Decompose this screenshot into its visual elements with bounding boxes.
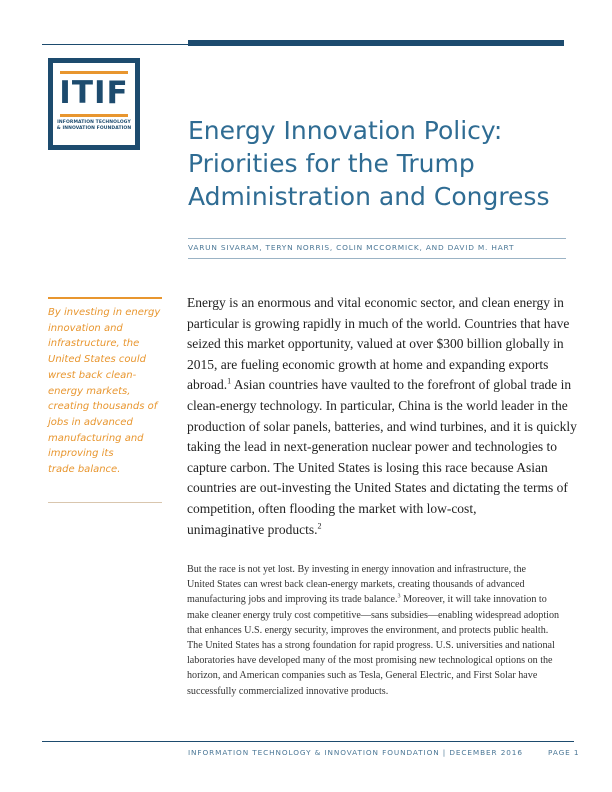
lead-line-text: abroad.: [187, 377, 228, 393]
lead-line: [187, 375, 572, 396]
lead-line: countries are out-investing the United States and dictating the terms of: [187, 480, 568, 496]
lead-line-text: Asian countries have vaulted to the forefront of global trade in: [231, 377, 572, 393]
footer-rule: [42, 741, 574, 742]
body-line: that enhances U.S. energy security, improves the environment, and protects public health.: [187, 624, 549, 636]
logo-accent-bottom: [60, 114, 128, 117]
footnote-ref-3[interactable]: 3: [397, 594, 401, 601]
pull-quote-line: innovation and: [48, 322, 123, 334]
logo-accent-top: [60, 71, 128, 74]
logo-subtitle-line-2: & INNOVATION FOUNDATION: [56, 126, 132, 131]
body-line: But the race is not yet lost. By investing in energy innovation and infrastructure, the: [187, 564, 527, 575]
lead-line: competition, often flooding the market with low-cost,: [187, 500, 477, 516]
body-paragraph: [187, 562, 572, 699]
author-rule-bottom: [188, 258, 566, 259]
lead-line: clean-energy technology. In particular, China is the world leader in the: [187, 397, 568, 413]
pull-quote-rule-bottom: [48, 502, 162, 503]
pull-quote-line: infrastructure, the: [48, 338, 140, 350]
pull-quote-line: improving its: [48, 448, 114, 460]
pull-quote-line: manufacturing and: [48, 432, 144, 444]
lead-line: production of solar panels, batteries, and wind turbines, and it is quickly: [187, 418, 577, 434]
footer-text: INFORMATION TECHNOLOGY & INNOVATION FOUNDATION | DECEMBER 2016: [188, 748, 523, 757]
lead-line: taking the lead in next-generation nuclear power and technologies to: [187, 439, 557, 455]
body-line-text: manufacturing jobs and improving its trade balance.: [187, 594, 398, 606]
pull-quote-rule-top: [48, 297, 162, 299]
body-line-text: Moreover, it will take innovation to: [400, 594, 547, 606]
lead-line: capture carbon. The United States is losing this race because Asian: [187, 459, 548, 475]
title-line: Priorities for the Trump: [188, 149, 475, 178]
pull-quote-line: creating thousands of: [48, 401, 158, 413]
footnote-ref-1[interactable]: 1: [227, 376, 232, 386]
pull-quote-line: United States could: [48, 354, 146, 366]
logo-wordmark: ITIF: [59, 75, 129, 111]
header-rule-thick: [188, 40, 564, 46]
pull-quote-line: jobs in advanced: [48, 416, 133, 428]
body-line: United States can wrest back clean-energy markets, creating thousands of advanced: [187, 579, 525, 591]
itif-logo: [48, 58, 140, 150]
pull-quote-line: By investing in energy: [48, 307, 161, 318]
lead-paragraph: [187, 293, 577, 540]
lead-line: particular is growing rapidly in much of the world. Countries that have: [187, 315, 570, 331]
title-line: Administration and Congress: [188, 182, 550, 211]
body-line: [187, 592, 572, 607]
body-line: laboratories have developed many of the most promising new technological options on the: [187, 655, 553, 667]
lead-line: seized this market opportunity, valued at over $300 billion globally in: [187, 336, 564, 352]
pull-quote: [48, 305, 166, 478]
body-line: make cleaner energy truly cost competitive—sans subsidies—enabling widespread adoption: [187, 609, 560, 621]
author-rule-top: [188, 238, 566, 239]
lead-line: [187, 520, 572, 541]
body-line: horizon, and American companies such as Tesla, General Electric, and First Solar have: [187, 670, 538, 682]
page-number: PAGE 1: [548, 748, 580, 757]
body-line: successfully commercialized innovative products.: [187, 685, 389, 697]
footnote-ref-2[interactable]: 2: [317, 521, 322, 531]
body-line: The United States has a strong foundation for rapid progress. U.S. universities and national: [187, 640, 555, 652]
lead-line: Energy is an enormous and vital economic sector, and clean energy in: [187, 295, 564, 310]
lead-line: 2015, are fueling economic growth at home and expanding exports: [187, 356, 549, 372]
logo-subtitle: [56, 120, 132, 132]
lead-line-text: unimaginative products.: [187, 521, 318, 537]
pull-quote-line: energy markets,: [48, 385, 131, 397]
title-line: Energy Innovation Policy:: [188, 116, 503, 145]
report-title: [188, 114, 568, 213]
author-list: VARUN SIVARAM, TERYN NORRIS, COLIN MCCORMICK, AND DAVID M. HART: [188, 243, 515, 252]
pull-quote-line: trade balance.: [48, 464, 121, 476]
pull-quote-line: wrest back clean-: [48, 369, 137, 381]
header-rule-thin: [42, 44, 188, 45]
logo-subtitle-line-1: INFORMATION TECHNOLOGY: [57, 120, 131, 125]
